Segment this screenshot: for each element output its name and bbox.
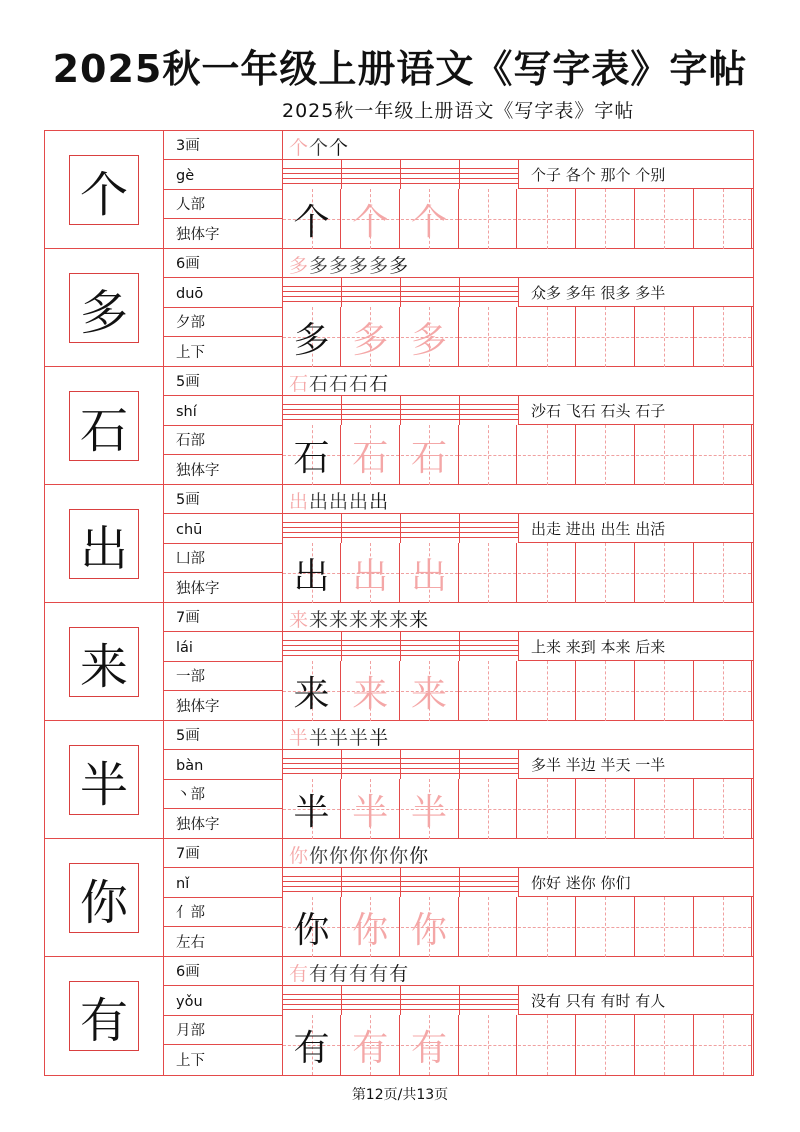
structure: 独体字 xyxy=(176,698,220,715)
pinyin-cell-divider xyxy=(400,396,401,425)
stroke-step: 半 xyxy=(349,727,369,749)
stroke-order-sequence xyxy=(289,841,429,868)
practice-cell[interactable] xyxy=(283,307,341,367)
trace-character: 出 xyxy=(410,555,447,597)
practice-cell[interactable] xyxy=(636,189,694,249)
stroke-count: 6画 xyxy=(164,957,282,986)
stroke-step: 出 xyxy=(329,491,349,513)
practice-cell[interactable] xyxy=(636,897,694,957)
pinyin-cell-divider xyxy=(341,278,342,307)
pinyin-cell-divider xyxy=(400,868,401,897)
pinyin-cell-divider xyxy=(459,160,460,189)
pinyin-writing-grid xyxy=(283,396,518,425)
model-character: 你 xyxy=(69,863,139,933)
example-words: 你好 迷你 你们 xyxy=(518,868,753,897)
pinyin-cell-divider xyxy=(341,514,342,543)
trace-character: 你 xyxy=(352,909,389,951)
practice-cell[interactable] xyxy=(636,661,694,721)
practice-cell[interactable] xyxy=(283,189,341,249)
stroke-step: 来 xyxy=(289,609,309,631)
example-words: 多半 半边 半天 一半 xyxy=(518,750,753,779)
pinyin-cell-divider xyxy=(400,278,401,307)
practice-cell[interactable] xyxy=(459,425,517,485)
radical: 月部 xyxy=(164,1016,282,1045)
practice-character: 半 xyxy=(293,791,330,833)
example-words: 出走 进出 出生 出活 xyxy=(518,514,753,543)
practice-character: 出 xyxy=(293,555,330,597)
practice-cell[interactable] xyxy=(283,897,341,957)
practice-cell[interactable] xyxy=(459,307,517,367)
structure: 上下 xyxy=(176,1052,205,1069)
stroke-step: 石 xyxy=(309,373,329,395)
stroke-count: 5画 xyxy=(164,367,282,396)
practice-cell[interactable] xyxy=(459,1015,517,1075)
practice-cell[interactable] xyxy=(342,189,400,249)
practice-cell[interactable] xyxy=(636,543,694,603)
practice-cell[interactable] xyxy=(518,425,576,485)
model-character: 来 xyxy=(69,627,139,697)
trace-character: 出 xyxy=(352,555,389,597)
stroke-order-sequence xyxy=(289,723,389,750)
practice-grid xyxy=(283,189,753,249)
stroke-step: 来 xyxy=(409,609,429,631)
stroke-step: 有 xyxy=(309,963,329,985)
pinyin-cell-divider xyxy=(459,632,460,661)
structure: 独体字 xyxy=(176,226,220,243)
pinyin-cell-divider xyxy=(400,632,401,661)
character-row xyxy=(45,957,753,1075)
pinyin-cell-divider xyxy=(400,160,401,189)
stroke-step: 多 xyxy=(369,255,389,277)
trace-character: 半 xyxy=(352,791,389,833)
model-character: 个 xyxy=(69,155,139,225)
practice-cell[interactable] xyxy=(636,307,694,367)
pinyin: gè xyxy=(164,161,282,190)
stroke-step: 来 xyxy=(349,609,369,631)
pinyin-cell-divider xyxy=(341,750,342,779)
practice-cell[interactable] xyxy=(577,661,635,721)
stroke-step: 个 xyxy=(289,137,309,159)
stroke-step: 你 xyxy=(389,845,409,867)
practice-character: 有 xyxy=(293,1027,330,1069)
practice-cell[interactable] xyxy=(518,543,576,603)
practice-grid xyxy=(283,779,753,839)
radical: 凵部 xyxy=(164,544,282,573)
stroke-order-line xyxy=(283,131,753,160)
pinyin-writing-grid xyxy=(283,868,518,897)
stroke-count: 6画 xyxy=(164,249,282,278)
stroke-order-sequence xyxy=(289,369,389,396)
radical: 一部 xyxy=(164,662,282,691)
trace-character: 有 xyxy=(410,1027,447,1069)
practice-cell[interactable] xyxy=(577,543,635,603)
pinyin-cell-divider xyxy=(341,632,342,661)
pinyin-cell-divider xyxy=(459,514,460,543)
page-subtitle: 2025秋一年级上册语文《写字表》字帖 xyxy=(282,100,635,122)
practice-cell[interactable] xyxy=(694,307,752,367)
stroke-step: 出 xyxy=(349,491,369,513)
stroke-step: 半 xyxy=(369,727,389,749)
stroke-order-line xyxy=(283,485,753,514)
practice-grid xyxy=(283,425,753,485)
stroke-step: 石 xyxy=(329,373,349,395)
stroke-step: 出 xyxy=(369,491,389,513)
pinyin: shí xyxy=(164,397,282,426)
practice-cell[interactable] xyxy=(694,897,752,957)
practice-cell[interactable] xyxy=(342,779,400,839)
character-row xyxy=(45,367,753,485)
practice-grid xyxy=(283,543,753,603)
structure: 独体字 xyxy=(176,580,220,597)
practice-cell[interactable] xyxy=(459,779,517,839)
page-footer: 第12页/共13页 xyxy=(351,1087,449,1103)
practice-cell[interactable] xyxy=(401,661,459,721)
pinyin: duō xyxy=(164,279,282,308)
pinyin-cell-divider xyxy=(341,986,342,1015)
stroke-step: 半 xyxy=(309,727,329,749)
stroke-step: 你 xyxy=(329,845,349,867)
trace-character: 石 xyxy=(410,437,447,479)
stroke-step: 多 xyxy=(389,255,409,277)
practice-character: 多 xyxy=(293,319,330,361)
page-banner-title: 2025秋一年级上册语文《写字表》字帖 xyxy=(52,47,748,91)
pinyin: chū xyxy=(164,515,282,544)
practice-grid xyxy=(283,1015,753,1075)
stroke-step: 半 xyxy=(289,727,309,749)
practice-cell[interactable] xyxy=(694,189,752,249)
practice-grid xyxy=(283,661,753,721)
practice-cell[interactable] xyxy=(401,897,459,957)
stroke-step: 个 xyxy=(329,137,349,159)
trace-character: 多 xyxy=(410,319,447,361)
stroke-order-sequence xyxy=(289,487,389,514)
stroke-step: 石 xyxy=(289,373,309,395)
trace-character: 个 xyxy=(352,201,389,243)
stroke-step: 半 xyxy=(329,727,349,749)
model-character: 出 xyxy=(69,509,139,579)
practice-cell[interactable] xyxy=(401,1015,459,1075)
stroke-order-line xyxy=(283,249,753,278)
practice-cell[interactable] xyxy=(342,425,400,485)
practice-cell[interactable] xyxy=(283,543,341,603)
stroke-step: 你 xyxy=(349,845,369,867)
practice-cell[interactable] xyxy=(577,779,635,839)
practice-cell[interactable] xyxy=(283,1015,341,1075)
practice-cell[interactable] xyxy=(518,897,576,957)
practice-cell[interactable] xyxy=(459,189,517,249)
pinyin-writing-grid xyxy=(283,750,518,779)
practice-cell[interactable] xyxy=(459,897,517,957)
practice-character: 石 xyxy=(293,437,330,479)
pinyin-cell-divider xyxy=(459,396,460,425)
stroke-step: 来 xyxy=(329,609,349,631)
model-character: 石 xyxy=(69,391,139,461)
practice-cell[interactable] xyxy=(694,1015,752,1075)
radical: 亻部 xyxy=(164,898,282,927)
pinyin-cell-divider xyxy=(341,868,342,897)
stroke-step: 你 xyxy=(309,845,329,867)
stroke-step: 来 xyxy=(389,609,409,631)
pinyin-cell-divider xyxy=(341,160,342,189)
stroke-count: 7画 xyxy=(164,839,282,868)
practice-cell[interactable] xyxy=(401,189,459,249)
stroke-step: 你 xyxy=(409,845,429,867)
stroke-count: 7画 xyxy=(164,603,282,632)
stroke-order-line xyxy=(283,839,753,868)
practice-cell[interactable] xyxy=(694,425,752,485)
practice-grid xyxy=(283,307,753,367)
practice-cell[interactable] xyxy=(694,779,752,839)
pinyin: nǐ xyxy=(164,869,282,898)
model-character: 多 xyxy=(69,273,139,343)
practice-grid xyxy=(283,897,753,957)
radical: 石部 xyxy=(164,426,282,455)
stroke-step: 来 xyxy=(309,609,329,631)
practice-character: 来 xyxy=(293,673,330,715)
practice-cell[interactable] xyxy=(342,661,400,721)
practice-cell[interactable] xyxy=(401,307,459,367)
pinyin: lái xyxy=(164,633,282,662)
trace-character: 半 xyxy=(410,791,447,833)
character-row xyxy=(45,839,753,957)
example-words: 个子 各个 那个 个别 xyxy=(518,160,753,189)
radical: 人部 xyxy=(164,190,282,219)
pinyin-cell-divider xyxy=(459,750,460,779)
stroke-step: 多 xyxy=(329,255,349,277)
example-words: 上来 来到 本来 后来 xyxy=(518,632,753,661)
model-character: 有 xyxy=(69,981,139,1051)
pinyin-cell-divider xyxy=(400,750,401,779)
practice-cell[interactable] xyxy=(577,425,635,485)
stroke-step: 来 xyxy=(369,609,389,631)
practice-cell[interactable] xyxy=(283,661,341,721)
trace-character: 你 xyxy=(410,909,447,951)
practice-cell[interactable] xyxy=(636,779,694,839)
practice-cell[interactable] xyxy=(518,307,576,367)
practice-cell[interactable] xyxy=(459,543,517,603)
model-character: 半 xyxy=(69,745,139,815)
stroke-order-sequence xyxy=(289,251,409,278)
trace-character: 来 xyxy=(352,673,389,715)
practice-cell[interactable] xyxy=(342,897,400,957)
practice-sheet xyxy=(44,130,754,1076)
structure: 左右 xyxy=(176,934,205,951)
stroke-step: 石 xyxy=(369,373,389,395)
stroke-order-sequence xyxy=(289,133,349,160)
practice-cell[interactable] xyxy=(694,543,752,603)
practice-cell[interactable] xyxy=(342,307,400,367)
structure: 独体字 xyxy=(176,462,220,479)
radical: 夕部 xyxy=(164,308,282,337)
practice-cell[interactable] xyxy=(283,779,341,839)
structure: 独体字 xyxy=(176,816,220,833)
trace-character: 多 xyxy=(352,319,389,361)
practice-cell[interactable] xyxy=(694,661,752,721)
pinyin-writing-grid xyxy=(283,160,518,189)
practice-cell[interactable] xyxy=(636,425,694,485)
stroke-step: 多 xyxy=(309,255,329,277)
trace-character: 个 xyxy=(410,201,447,243)
trace-character: 有 xyxy=(352,1027,389,1069)
example-words: 沙石 飞石 石头 石子 xyxy=(518,396,753,425)
stroke-order-line xyxy=(283,721,753,750)
stroke-step: 有 xyxy=(369,963,389,985)
pinyin: bàn xyxy=(164,751,282,780)
practice-cell[interactable] xyxy=(342,543,400,603)
radical: 丶部 xyxy=(164,780,282,809)
stroke-step: 个 xyxy=(309,137,329,159)
example-words: 没有 只有 有时 有人 xyxy=(518,986,753,1015)
stroke-step: 出 xyxy=(289,491,309,513)
stroke-step: 有 xyxy=(349,963,369,985)
stroke-step: 多 xyxy=(289,255,309,277)
practice-character: 个 xyxy=(293,201,330,243)
pinyin-cell-divider xyxy=(459,868,460,897)
stroke-step: 有 xyxy=(289,963,309,985)
practice-cell[interactable] xyxy=(636,1015,694,1075)
character-row xyxy=(45,131,753,249)
practice-cell[interactable] xyxy=(459,661,517,721)
practice-cell[interactable] xyxy=(401,425,459,485)
stroke-order-line xyxy=(283,603,753,632)
practice-cell[interactable] xyxy=(401,779,459,839)
stroke-step: 有 xyxy=(389,963,409,985)
practice-character: 你 xyxy=(293,909,330,951)
pinyin-cell-divider xyxy=(341,396,342,425)
stroke-order-line xyxy=(283,367,753,396)
practice-cell[interactable] xyxy=(518,1015,576,1075)
stroke-count: 5画 xyxy=(164,485,282,514)
character-row xyxy=(45,485,753,603)
trace-character: 石 xyxy=(352,437,389,479)
practice-cell[interactable] xyxy=(518,779,576,839)
practice-cell[interactable] xyxy=(401,543,459,603)
practice-cell[interactable] xyxy=(577,1015,635,1075)
pinyin-writing-grid xyxy=(283,632,518,661)
stroke-count: 3画 xyxy=(164,131,282,160)
pinyin-writing-grid xyxy=(283,986,518,1015)
pinyin: yǒu xyxy=(164,987,282,1016)
practice-cell[interactable] xyxy=(577,307,635,367)
stroke-order-sequence xyxy=(289,959,409,986)
trace-character: 来 xyxy=(410,673,447,715)
pinyin-cell-divider xyxy=(459,986,460,1015)
stroke-count: 5画 xyxy=(164,721,282,750)
pinyin-writing-grid xyxy=(283,278,518,307)
character-row xyxy=(45,249,753,367)
pinyin-writing-grid xyxy=(283,514,518,543)
practice-cell[interactable] xyxy=(577,897,635,957)
stroke-order-sequence xyxy=(289,605,429,632)
pinyin-cell-divider xyxy=(459,278,460,307)
stroke-step: 你 xyxy=(289,845,309,867)
example-words: 众多 多年 很多 多半 xyxy=(518,278,753,307)
practice-cell[interactable] xyxy=(342,1015,400,1075)
stroke-step: 多 xyxy=(349,255,369,277)
stroke-step: 石 xyxy=(349,373,369,395)
stroke-order-line xyxy=(283,957,753,986)
character-row xyxy=(45,721,753,839)
practice-cell[interactable] xyxy=(577,189,635,249)
stroke-step: 出 xyxy=(309,491,329,513)
structure: 上下 xyxy=(176,344,205,361)
practice-cell[interactable] xyxy=(518,189,576,249)
practice-cell[interactable] xyxy=(518,661,576,721)
pinyin-cell-divider xyxy=(400,514,401,543)
practice-cell[interactable] xyxy=(283,425,341,485)
pinyin-cell-divider xyxy=(400,986,401,1015)
character-row xyxy=(45,603,753,721)
stroke-step: 你 xyxy=(369,845,389,867)
stroke-step: 有 xyxy=(329,963,349,985)
